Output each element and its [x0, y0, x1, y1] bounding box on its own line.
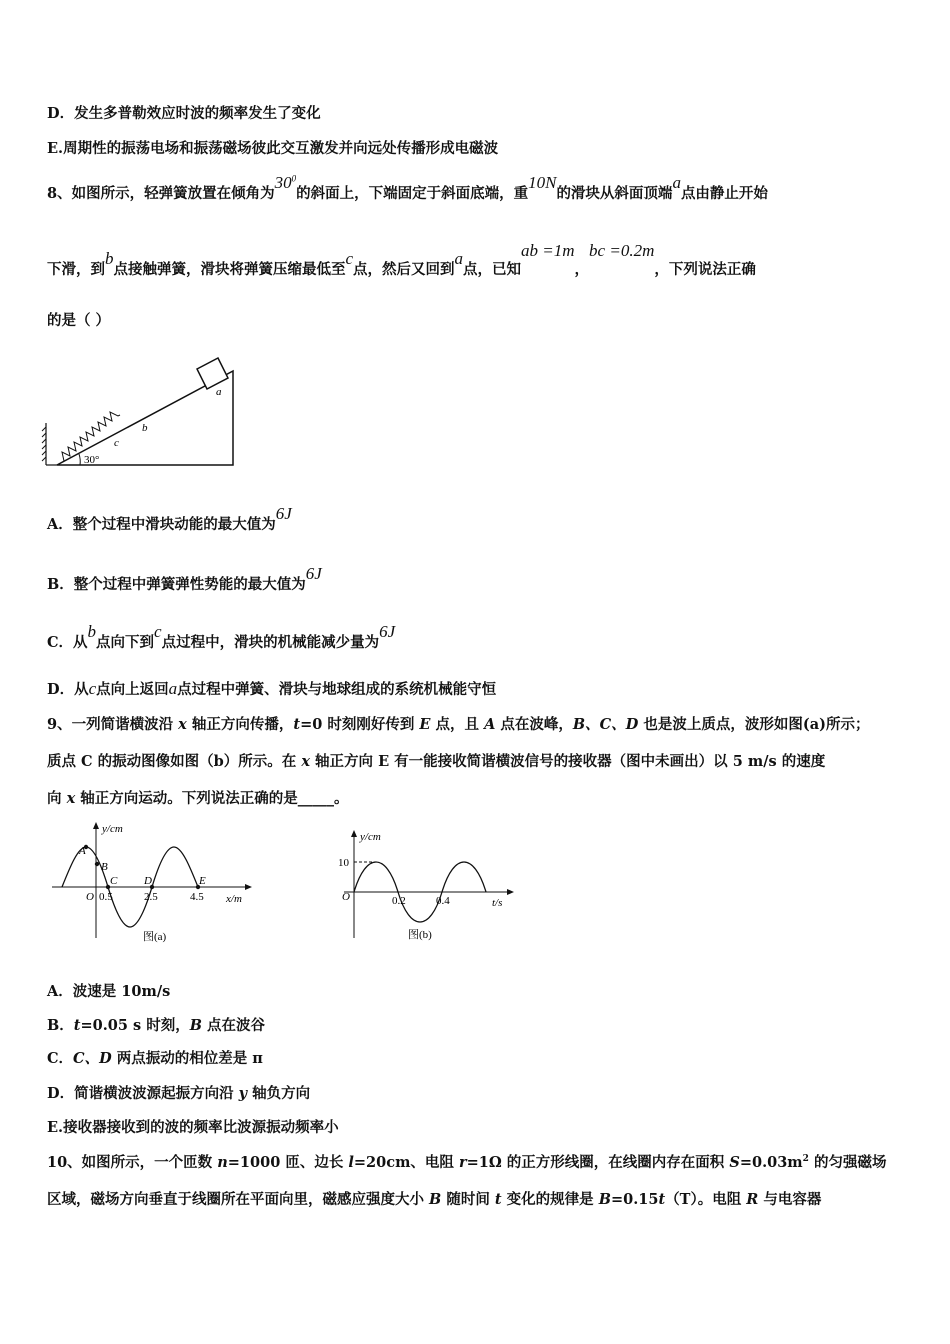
q9-option-c: C．C、D 两点振动的相位差是 π — [47, 1050, 263, 1067]
fig-b-xlabel: t/s — [492, 897, 503, 909]
q9-option-e: E.接收器接收到的波的频率比波源振动频率小 — [47, 1119, 339, 1136]
q10-stem-line1: 10、如图所示，一个匝数 n=1000 匝、边长 l=20cm、电阻 r=1Ω 的正方形线圈，在线圈内存在面积 $S=0.03m^2$ 的匀强磁场 — [47, 1154, 887, 1171]
fig-b-ymax: 10 — [338, 857, 349, 869]
fig-a-origin: O — [86, 891, 94, 903]
fig-b-origin: O — [342, 891, 350, 903]
fig-a-tick: 0.5 — [99, 891, 113, 903]
q9-stem-line2: 质点 C 的振动图像如图（b）所示。在 x 轴正方向 E 有一能接收简谐横波信号的接收器（图中未画出）以 5 m/s 的速度 — [47, 753, 826, 770]
fig-a-label-d: D — [144, 875, 152, 887]
fig-a-label-e: E — [199, 875, 206, 887]
q8-incline-figure — [40, 345, 240, 470]
fig-a-tick: 2.5 — [144, 891, 158, 903]
q8-stem-line2: 下滑，到b点接触弹簧，滑块将弹簧压缩最低至c点，然后又回到a点，已知ab =1m，bc =0.2m，下列说法正确 — [47, 241, 756, 278]
fig-label-c: c — [114, 437, 119, 449]
fig-b-tick: 0.2 — [392, 895, 406, 907]
fig-angle-label: 30° — [84, 454, 100, 466]
fig-a-xlabel: x/m — [226, 893, 242, 905]
q9-stem-line3: 向 x 轴正方向运动。下列说法正确的是_____。 — [47, 790, 349, 807]
q9-option-a: A．波速是 10m/s — [47, 983, 171, 1000]
q9-stem-line1: 9、一列简谐横波沿 x 轴正方向传播，t=0 时刻刚好传到 E 点，且 A 点在波峰，B、C、D 也是波上质点，波形如图(a)所示； — [47, 716, 870, 733]
fig-b-caption: 图(b) — [408, 929, 432, 941]
fig-a-caption: 图(a) — [143, 931, 167, 943]
fig-a-label-c: C — [110, 875, 118, 887]
point-b — [95, 862, 99, 866]
fig-a-label-b: B — [101, 861, 108, 873]
q7-option-e: E.周期性的振荡电场和振荡磁场彼此交互激发并向远处传播形成电磁波 — [47, 140, 499, 157]
q8-option-b: B．整个过程中弹簧弹性势能的最大值为6J — [47, 564, 322, 593]
q9-wave-figure-a — [48, 820, 258, 945]
fig-label-b: b — [142, 422, 148, 434]
fig-a-ylabel: y/cm — [102, 823, 123, 835]
fig-a-tick: 4.5 — [190, 891, 204, 903]
q8-option-d: D．从c点向上返回a点过程中弹簧、滑块与地球组成的系统机械能守恒 — [47, 679, 497, 698]
q8-stem-line3: 的是（ ） — [47, 312, 111, 329]
q9-vibration-figure-b — [330, 828, 520, 946]
fig-b-tick: 0.4 — [436, 895, 450, 907]
fig-b-ylabel: y/cm — [360, 831, 381, 843]
q8-option-c: C．从b点向下到c点过程中，滑块的机械能减少量为6J — [47, 622, 396, 651]
fig-label-a: a — [216, 386, 222, 398]
q8-stem-line1: 8、如图所示，轻弹簧放置在倾角为$30^0$的斜面上，下端固定于斜面底端，重10N的滑块从斜面顶端a点由静止开始 — [47, 173, 768, 202]
fig-a-label-a: A — [79, 845, 86, 857]
q8-option-a: A．整个过程中滑块动能的最大值为6J — [47, 504, 292, 533]
q9-option-d: D．简谐横波波源起振方向沿 y 轴负方向 — [47, 1085, 311, 1102]
q10-stem-line2: 区域，磁场方向垂直于线圈所在平面向里，磁感应强度大小 B 随时间 t 变化的规律是 B=0.15t（T）。电阻 R 与电容器 — [47, 1191, 822, 1208]
q9-option-b: B．t=0.05 s 时刻，B 点在波谷 — [47, 1017, 266, 1034]
q7-option-d: D．发生多普勒效应时波的频率发生了变化 — [47, 105, 321, 122]
